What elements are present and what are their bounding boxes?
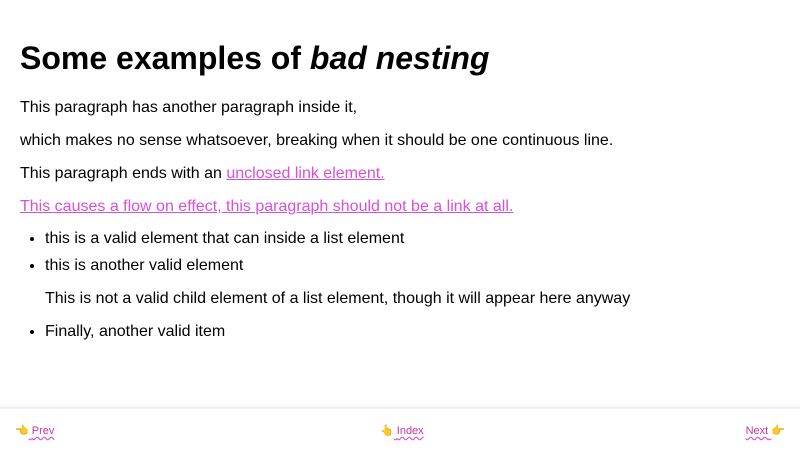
paragraph-text: This paragraph ends with an (20, 165, 227, 182)
nested-paragraph: This is not a valid child element of a list element, though it will appear here anyway (45, 290, 631, 307)
page-title (20, 40, 780, 76)
pointing-up-icon: 👆 (380, 425, 394, 437)
next-label: Next (745, 425, 769, 437)
paragraph: which makes no sense whatsoever, breaking when it should be one continuous line. (20, 132, 614, 149)
next-link[interactable] (746, 424, 785, 437)
bullet-list (20, 229, 780, 342)
main-content (20, 0, 780, 349)
prev-label: Prev (31, 425, 55, 437)
title-text: Some examples of (20, 40, 310, 76)
index-label: Index (396, 425, 424, 437)
paragraph (20, 164, 780, 184)
list-item-text: this is another valid element (45, 257, 244, 274)
list-item: • this is a valid element that can inside a list element (45, 229, 780, 249)
footer-nav (0, 407, 800, 452)
unclosed-link[interactable]: unclosed link element. (226, 165, 385, 182)
flow-on-link[interactable]: This causes a flow on effect, this paragraph should not be a link at all. (20, 198, 514, 215)
title-emphasis: bad nesting (309, 40, 490, 76)
index-link[interactable] (380, 424, 424, 437)
list-item (45, 256, 780, 309)
list-item: • Finally, another valid item (45, 322, 780, 342)
pointing-right-icon: 👉 (771, 425, 785, 437)
pointing-left-icon: 👈 (15, 425, 29, 437)
paragraph: This paragraph has another paragraph inside it, (20, 99, 358, 116)
prev-link[interactable] (15, 424, 54, 437)
paragraph (20, 197, 780, 217)
